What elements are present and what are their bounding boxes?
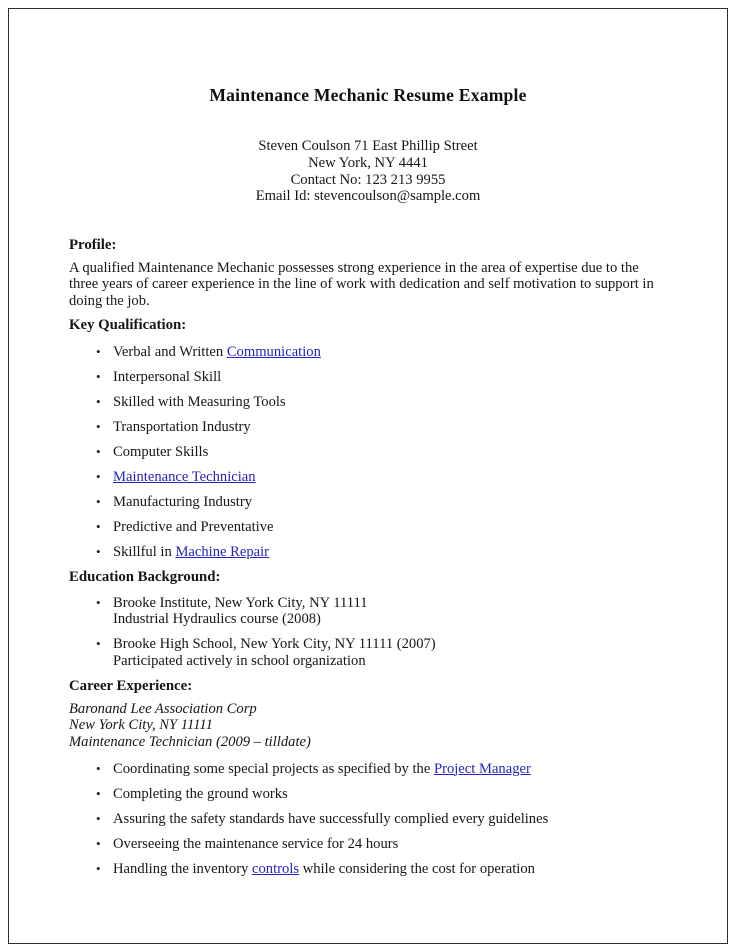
- list-item: [96, 394, 667, 411]
- bullet-icon: •: [96, 468, 101, 484]
- bullet-icon: •: [96, 636, 101, 652]
- resume-page: [8, 8, 728, 944]
- maintenance-technician-link[interactable]: Maintenance Technician: [113, 468, 256, 485]
- bullet-icon: •: [96, 785, 101, 801]
- item-text-segment: Handling the inventory: [113, 860, 253, 877]
- list-item-text: Manufacturing Industry: [113, 493, 253, 510]
- list-item: [96, 344, 667, 361]
- list-item: [96, 494, 667, 511]
- education-item-text: [113, 636, 667, 669]
- contact-block: [9, 138, 727, 205]
- list-item: [96, 811, 667, 828]
- list-item-text: Predictive and Preventative: [113, 518, 274, 535]
- list-item-text: [113, 469, 667, 486]
- contact-city: New York, NY 4441: [308, 154, 428, 171]
- list-item: [96, 786, 667, 803]
- list-item-text: [113, 344, 667, 361]
- education-item-text: [113, 595, 667, 628]
- job-role: Maintenance Technician (2009 – tilldate): [69, 733, 311, 750]
- contact-phone: Contact No: 123 213 9955: [290, 171, 446, 188]
- bullet-icon: •: [96, 835, 101, 851]
- list-item-text: Completing the ground works: [113, 785, 288, 802]
- contact-name-address: Steven Coulson 71 East Phillip Street: [258, 138, 478, 154]
- list-item-text: Interpersonal Skill: [113, 368, 222, 385]
- key-qualification-heading: Key Qualification:: [69, 316, 187, 333]
- bullet-icon: •: [96, 543, 101, 559]
- education-school: Brooke High School, New York City, NY 11111 (2007): [113, 636, 436, 653]
- list-item-text: [113, 861, 667, 878]
- list-item: [96, 836, 667, 853]
- list-item: [96, 861, 667, 878]
- item-text-segment: Verbal and Written: [113, 343, 227, 360]
- education-list: [69, 595, 667, 670]
- company-name: Baronand Lee Association Corp: [69, 700, 257, 717]
- list-item-text: Computer Skills: [113, 443, 209, 460]
- education-detail: Participated actively in school organization: [113, 652, 366, 669]
- item-text-segment: while considering the cost for operation: [299, 860, 535, 877]
- profile-heading: Profile:: [69, 237, 117, 254]
- education-heading: Education Background:: [69, 568, 221, 585]
- bullet-icon: •: [96, 418, 101, 434]
- machine-repair-link[interactable]: Machine Repair: [175, 543, 270, 560]
- career-list: [69, 761, 667, 878]
- career-heading: Career Experience:: [69, 677, 193, 694]
- list-item: [96, 444, 667, 461]
- item-text-segment: Coordinating some special projects as specified by the: [113, 760, 434, 777]
- education-school: Brooke Institute, New York City, NY 11111: [113, 594, 368, 611]
- list-item: [96, 544, 667, 561]
- communication-link[interactable]: Communication: [226, 343, 321, 360]
- controls-link[interactable]: controls: [252, 860, 300, 877]
- bullet-icon: •: [96, 493, 101, 509]
- education-item: [96, 595, 667, 628]
- list-item: [96, 761, 667, 778]
- company-location: New York City, NY 11111: [69, 717, 213, 734]
- list-item-text: Overseeing the maintenance service for 24 hours: [113, 835, 399, 852]
- page-title: Maintenance Mechanic Resume Example: [209, 85, 527, 105]
- bullet-icon: •: [96, 343, 101, 359]
- list-item: [96, 419, 667, 436]
- list-item: [96, 519, 667, 536]
- career-employer-block: [69, 701, 667, 751]
- list-item-text: [113, 544, 667, 561]
- list-item-text: Skilled with Measuring Tools: [113, 393, 286, 410]
- key-qualification-list: [69, 344, 667, 561]
- bullet-icon: •: [96, 860, 101, 876]
- education-detail: Industrial Hydraulics course (2008): [113, 611, 321, 628]
- bullet-icon: •: [96, 443, 101, 459]
- list-item: [96, 369, 667, 386]
- profile-text: A qualified Maintenance Mechanic possesses strong experience in the area of expertise due to the three years of career experience in the line of work with dedication and self motivation to support in doing the job.: [69, 260, 654, 309]
- list-item-text: Assuring the safety standards have successfully complied every guidelines: [113, 810, 549, 827]
- bullet-icon: •: [96, 368, 101, 384]
- resume-body: [69, 237, 667, 877]
- bullet-icon: •: [96, 810, 101, 826]
- bullet-icon: •: [96, 594, 101, 610]
- contact-email: Email Id: stevencoulson@sample.com: [255, 188, 481, 205]
- bullet-icon: •: [96, 518, 101, 534]
- bullet-icon: •: [96, 760, 101, 776]
- education-item: [96, 636, 667, 669]
- bullet-icon: •: [96, 393, 101, 409]
- project-manager-link[interactable]: Project Manager: [433, 760, 531, 777]
- list-item: [96, 469, 667, 486]
- list-item-text: [113, 761, 667, 778]
- list-item-text: Transportation Industry: [113, 418, 251, 435]
- item-text-segment: Skillful in: [113, 543, 176, 560]
